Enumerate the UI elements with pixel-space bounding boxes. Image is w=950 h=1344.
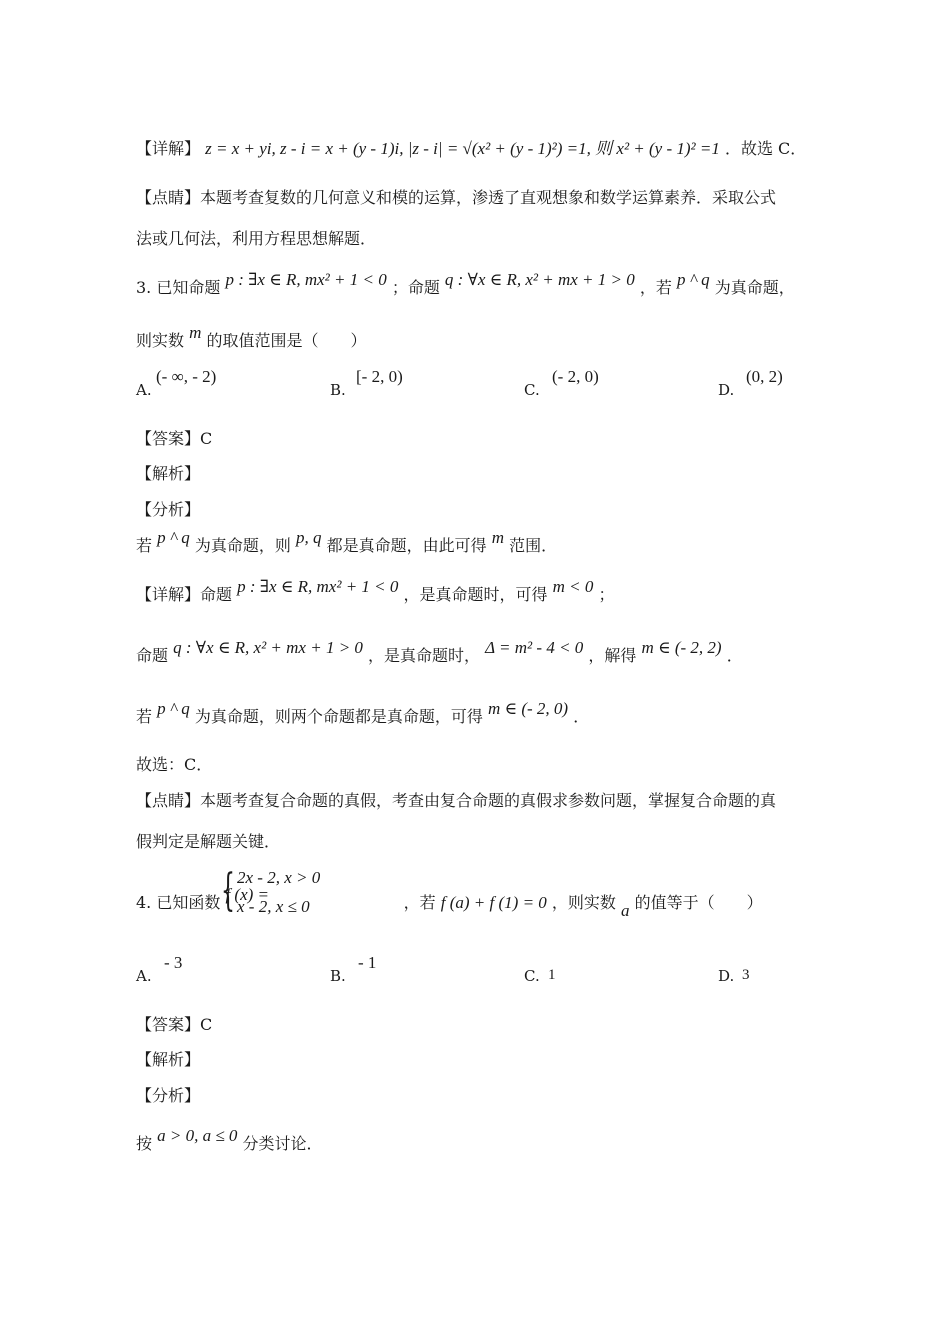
- q3-option-a-value: (- ∞, - 2): [156, 367, 217, 386]
- q3-option-d-value: (0, 2): [746, 367, 783, 386]
- q3-option-d-label: D.: [718, 381, 735, 399]
- q3-fenxi-b: 为真命题，则: [194, 536, 291, 555]
- q3-option-c-value: (- 2, 0): [552, 367, 599, 386]
- q3-d1-b: ，是真命题时，可得: [403, 585, 548, 604]
- q3-fenxi-pq: p ^ q: [157, 528, 190, 547]
- q3-fenxi-d: 范围．: [509, 536, 558, 555]
- q3-answer: 【答案】C: [136, 429, 213, 448]
- q3-analysis-label: 【解析】: [136, 464, 201, 483]
- q3-conclusion: 故选：C．: [136, 755, 213, 774]
- q3-fenxi-label: 【分析】: [136, 500, 201, 519]
- q3-stem-d: 为真命题，: [714, 278, 795, 297]
- q3-stem2-a: 则实数: [136, 331, 185, 350]
- q4-f-math: f (x) =: [225, 885, 270, 904]
- detail-math: z = x + yi, z - i = x + (y - 1)i, |z - i| = √(x² + (y - 1)²) =1, 则 x² + (y - 1)² =1: [205, 139, 720, 158]
- comment-line-2: [136, 228, 376, 250]
- q4-option-b-value: - 1: [358, 953, 377, 972]
- q3-d3-a: 若: [136, 707, 153, 726]
- q3-d2-math2: Δ = m² - 4 < 0: [485, 638, 584, 657]
- q4-option-c-value: 1: [548, 967, 556, 983]
- q4-fenxi-label: 【分析】: [136, 1086, 201, 1105]
- q4-fenxi-line: [136, 1126, 323, 1155]
- q3-d2-a: 命题: [136, 646, 169, 665]
- q4-piece-1: 2x - 2, x > 0: [237, 868, 321, 887]
- q4-option-d-value: 3: [742, 967, 750, 983]
- detail-label: 【详解】: [136, 139, 201, 158]
- q3-stem-line-1: [136, 270, 795, 299]
- q3-d2-c: ，解得: [588, 646, 637, 665]
- q3-d1-math: p : ∃x ∈ R, mx² + 1 < 0: [237, 577, 399, 596]
- q4-option-b-label: B.: [330, 967, 346, 985]
- q3-stem-line-2: [136, 323, 367, 352]
- q4-cond-math: f (a) + f (1) = 0: [440, 893, 547, 912]
- q3-d2-math: q : ∀x ∈ R, x² + mx + 1 > 0: [173, 638, 363, 657]
- q3-stem-a: 3. 已知命题: [136, 278, 221, 297]
- piecewise-brace: {: [221, 865, 235, 916]
- q3-stem2-b: 的取值范围是（ ）: [206, 331, 367, 350]
- q3-d2-math3: m ∈ (- 2, 2): [641, 638, 722, 657]
- q3-detail-label: 【详解】: [136, 585, 201, 604]
- q4-analysis-label: 【解析】: [136, 1050, 201, 1069]
- q3-comment-line-1: [136, 790, 776, 812]
- q3-option-c-label: C.: [524, 381, 540, 399]
- q4-fenxi-math: a > 0, a ≤ 0: [157, 1126, 238, 1145]
- q4-option-c-label: C.: [524, 967, 540, 985]
- comment-label: 【点睛】: [136, 188, 201, 207]
- q3-pq-math: p ^ q: [676, 270, 710, 289]
- detail-end: ．故选 C．: [724, 139, 807, 158]
- detail-line: [136, 138, 806, 160]
- q3-detail-line-3: [136, 699, 590, 728]
- q4-fenxi-b: 分类讨论．: [242, 1134, 323, 1153]
- q4-option-a-value: - 3: [164, 953, 183, 972]
- q3-stem-b: ；命题: [391, 278, 440, 297]
- q3-fenxi-a: 若: [136, 536, 153, 555]
- q4-fenxi-a: 按: [136, 1134, 153, 1153]
- q3-option-b-label: B.: [330, 381, 346, 399]
- q3-d3-pq: p ^ q: [157, 699, 190, 718]
- q3-d1-a: 命题: [200, 585, 233, 604]
- q4-stem-c: ，则实数: [551, 893, 616, 912]
- q3-d2-b: ，是真命题时，: [368, 646, 481, 665]
- q3-comment-text-1: 本题考查复合命题的真假，考查由复合命题的真假求参数问题，掌握复合命题的真: [200, 791, 777, 810]
- q4-stem-b: ，若: [403, 893, 436, 912]
- q3-fenxi-line: [136, 528, 558, 557]
- q3-d1-math2: m < 0: [552, 577, 594, 596]
- q4-answer: 【答案】C: [136, 1015, 213, 1034]
- q3-m-math: m: [189, 323, 202, 342]
- comment-text-2: 法或几何法，利用方程思想解题．: [136, 229, 377, 248]
- q3-detail-line-2: [136, 638, 743, 667]
- q4-stem-d: 的值等于（ ）: [634, 893, 763, 912]
- q3-d1-c: ；: [598, 585, 615, 604]
- q3-p-math: p : ∃x ∈ R, mx² + 1 < 0: [225, 270, 387, 289]
- q3-fenxi-pq2: p, q: [295, 528, 322, 547]
- q3-stem-c: ，若: [639, 278, 672, 297]
- q4-piece-2: x - 2, x ≤ 0: [237, 897, 310, 916]
- q3-comment-label: 【点睛】: [136, 791, 201, 810]
- q3-detail-line-1: [136, 577, 615, 606]
- q3-fenxi-c: 都是真命题，由此可得: [326, 536, 487, 555]
- q4-option-d-label: D.: [718, 967, 735, 985]
- q3-q-math: q : ∀x ∈ R, x² + mx + 1 > 0: [444, 270, 635, 289]
- q3-option-b-value: [- 2, 0): [356, 367, 403, 386]
- q3-d3-math: m ∈ (- 2, 0): [487, 699, 569, 718]
- q4-a-math: a: [621, 901, 630, 920]
- comment-text-1: 本题考查复数的几何意义和模的运算，渗透了直观想象和数学运算素养．采取公式: [200, 188, 777, 207]
- comment-line-1: [136, 187, 776, 209]
- q3-fenxi-m: m: [491, 528, 504, 547]
- q3-d2-d: ．: [726, 646, 743, 665]
- q3-d3-b: 为真命题，则两个命题都是真命题，可得: [194, 707, 483, 726]
- q4-stem-a: 4. 已知函数: [136, 893, 221, 912]
- q3-d3-c: ．: [573, 707, 590, 726]
- q4-option-a-label: A.: [136, 967, 152, 985]
- q3-comment-line-2: 假判定是解题关键．: [136, 832, 281, 851]
- q3-option-a-label: A.: [136, 381, 152, 399]
